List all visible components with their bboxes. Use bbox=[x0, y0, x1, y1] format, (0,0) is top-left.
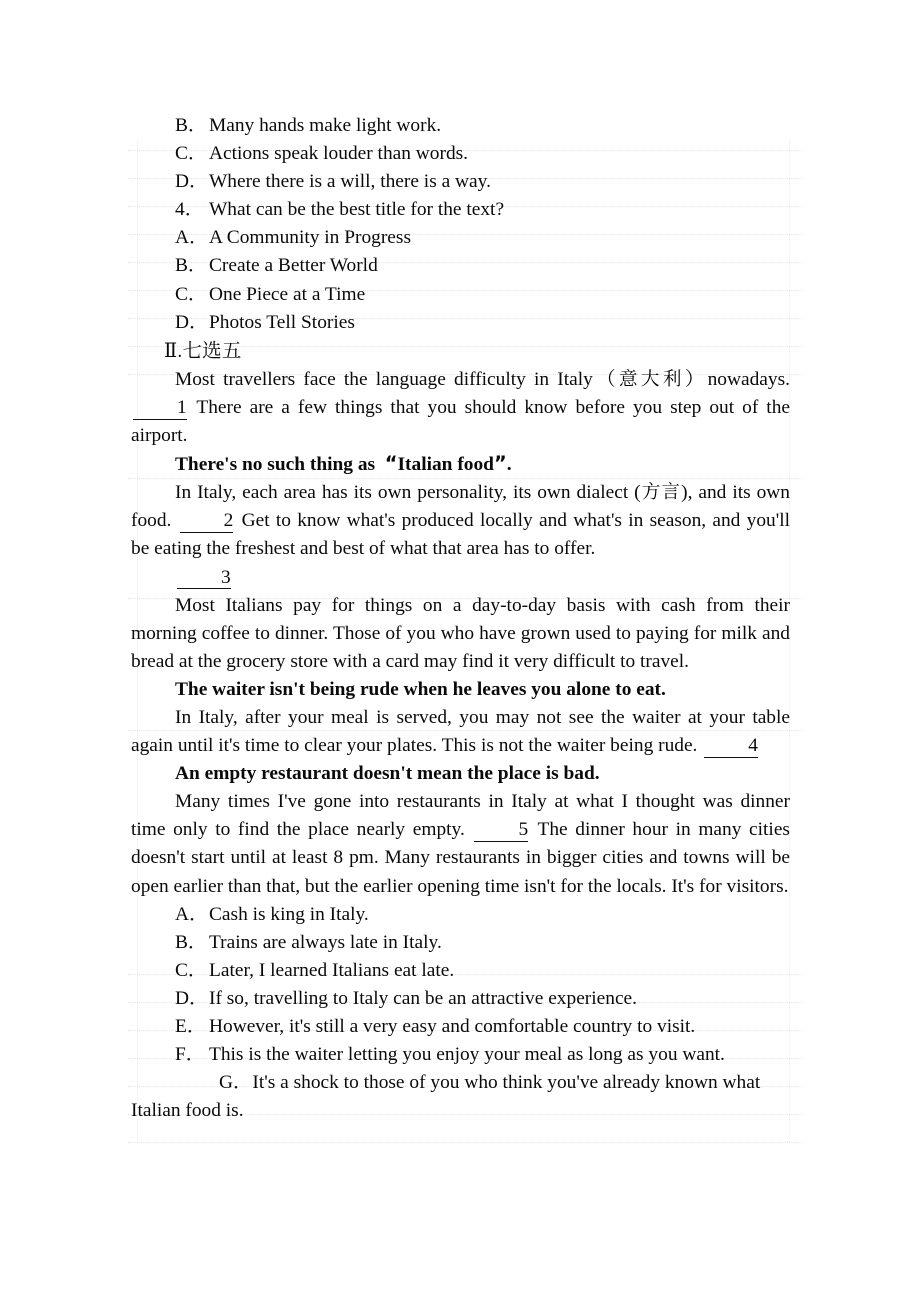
gloss-dialect-cjk: 方言 bbox=[640, 482, 682, 504]
choice-marker: F． bbox=[175, 1044, 206, 1066]
subheading-period: . bbox=[506, 454, 512, 476]
option-marker: C． bbox=[175, 283, 208, 305]
option-text: A Community in Progress bbox=[209, 227, 412, 249]
section-title-cjk: 七选五 bbox=[182, 338, 242, 362]
subheading-text-before-quote: There's no such thing as bbox=[175, 454, 376, 476]
choice-row-d[interactable] bbox=[131, 985, 790, 1013]
subheading-italian-food bbox=[131, 450, 790, 479]
intro-text-after-gloss: ）nowadays. bbox=[684, 368, 790, 390]
choice-marker: E． bbox=[175, 1016, 207, 1037]
section-heading bbox=[131, 337, 790, 366]
option-text: Where there is a will, there is a way. bbox=[209, 171, 491, 193]
gloss-italy-cjk: 意大利 bbox=[618, 368, 685, 390]
exam-page-body bbox=[131, 112, 790, 1125]
subheading-waiter: The waiter isn't being rude when he leaves you alone to eat. bbox=[175, 678, 666, 700]
choice-text: Trains are always late in Italy. bbox=[209, 931, 442, 953]
option-row[interactable] bbox=[131, 224, 790, 252]
paragraph-empty-restaurant bbox=[131, 788, 790, 900]
option-row[interactable] bbox=[131, 252, 790, 280]
option-marker: C． bbox=[175, 143, 208, 165]
choice-text: Cash is king in Italy. bbox=[209, 903, 369, 925]
option-row[interactable] bbox=[131, 281, 790, 309]
answer-blank-4[interactable]: 4 bbox=[704, 736, 758, 758]
subheading-empty-restaurant: An empty restaurant doesn't mean the place is bad. bbox=[175, 763, 600, 785]
standalone-blank-row bbox=[131, 564, 790, 592]
intro-text-before: Most travellers face the language difficulty in Italy（ bbox=[175, 368, 619, 390]
option-row[interactable] bbox=[131, 112, 790, 140]
intro-paragraph bbox=[131, 366, 790, 450]
choice-text: This is the waiter letting you enjoy your meal as long as you want. bbox=[209, 1044, 725, 1066]
quoted-term: Italian food bbox=[397, 454, 494, 476]
option-row[interactable] bbox=[131, 309, 790, 337]
paragraph-cash: Most Italians pay for things on a day-to-day basis with cash from their morning coffee to dinner. Those of you who have grown used to paying for milk and bread at the grocery store with a card may find it very difficult to travel. bbox=[131, 594, 790, 672]
food-text-part1: In Italy, each area has its own personality, its own dialect ( bbox=[175, 482, 641, 504]
choice-marker: G． bbox=[219, 1072, 253, 1094]
choice-text: If so, travelling to Italy can be an attractive experience. bbox=[209, 987, 638, 1009]
option-row[interactable] bbox=[131, 140, 790, 168]
choice-row-c[interactable] bbox=[131, 957, 790, 985]
choice-marker: D． bbox=[175, 987, 209, 1009]
empty-text-part2: The dinner hour in many cities doesn't start until at least 8 pm. Many restaurants in bigger cities and towns will be open earlier than that, but the earlier opening time isn't for the locals. It's for visitors. bbox=[131, 819, 790, 897]
section-separator: . bbox=[177, 340, 183, 362]
waiter-text: In Italy, after your meal is served, you may not see the waiter at your table again until it's time to clear your plates. This is not the waiter being rude. bbox=[131, 706, 790, 757]
option-marker: B． bbox=[175, 255, 208, 277]
paragraph-food bbox=[131, 479, 790, 563]
option-text: Actions speak louder than words. bbox=[209, 143, 469, 165]
empty-text-part1: Many times I've gone into restaurants in Italy at what I thought was dinner time only to find the place nearly empty. bbox=[131, 791, 790, 841]
section-numeral: Ⅱ bbox=[164, 340, 178, 362]
quote-open-mark: “ bbox=[384, 452, 398, 476]
choice-marker: A． bbox=[175, 903, 209, 925]
option-text: Create a Better World bbox=[209, 255, 378, 277]
choice-text: Later, I learned Italians eat late. bbox=[209, 959, 455, 981]
intro-text-after-blank: There are a few things that you should know before you step out of the airport. bbox=[131, 396, 790, 447]
answer-blank-1[interactable]: 1 bbox=[133, 398, 187, 420]
question-number: 4． bbox=[175, 199, 205, 221]
question-stem bbox=[131, 196, 790, 224]
option-row[interactable] bbox=[131, 168, 790, 196]
choice-row-e[interactable] bbox=[131, 1013, 790, 1041]
food-text-part2: ), and its own food. bbox=[131, 482, 790, 532]
option-text: Photos Tell Stories bbox=[209, 311, 355, 333]
question-text: What can be the best title for the text? bbox=[209, 199, 505, 221]
food-text-part3: Get to know what's produced locally and what's in season, and you'll be eating the freshest and best of what that area has to offer. bbox=[131, 510, 790, 560]
option-marker: B． bbox=[175, 115, 208, 136]
choice-row-b[interactable] bbox=[131, 929, 790, 957]
choice-marker: C． bbox=[175, 959, 208, 981]
quote-close-mark: ” bbox=[493, 452, 507, 476]
paragraph-waiter bbox=[131, 704, 790, 760]
choice-row-f[interactable] bbox=[131, 1041, 790, 1069]
choice-row-a[interactable] bbox=[131, 901, 790, 929]
option-text: One Piece at a Time bbox=[209, 283, 366, 305]
choice-text: It's a shock to those of you who think you've already known what Italian food is. bbox=[131, 1072, 761, 1122]
option-text: Many hands make light work. bbox=[209, 115, 442, 136]
choice-row-g[interactable] bbox=[131, 1069, 790, 1125]
answer-blank-2[interactable]: 2 bbox=[180, 511, 234, 533]
choice-text: However, it's still a very easy and comfortable country to visit. bbox=[209, 1016, 696, 1037]
choice-marker: B． bbox=[175, 931, 208, 953]
option-marker: D． bbox=[175, 171, 209, 193]
answer-blank-3[interactable]: 3 bbox=[177, 568, 231, 590]
option-marker: D． bbox=[175, 311, 209, 333]
option-marker: A． bbox=[175, 227, 209, 249]
answer-blank-5[interactable]: 5 bbox=[474, 820, 528, 842]
